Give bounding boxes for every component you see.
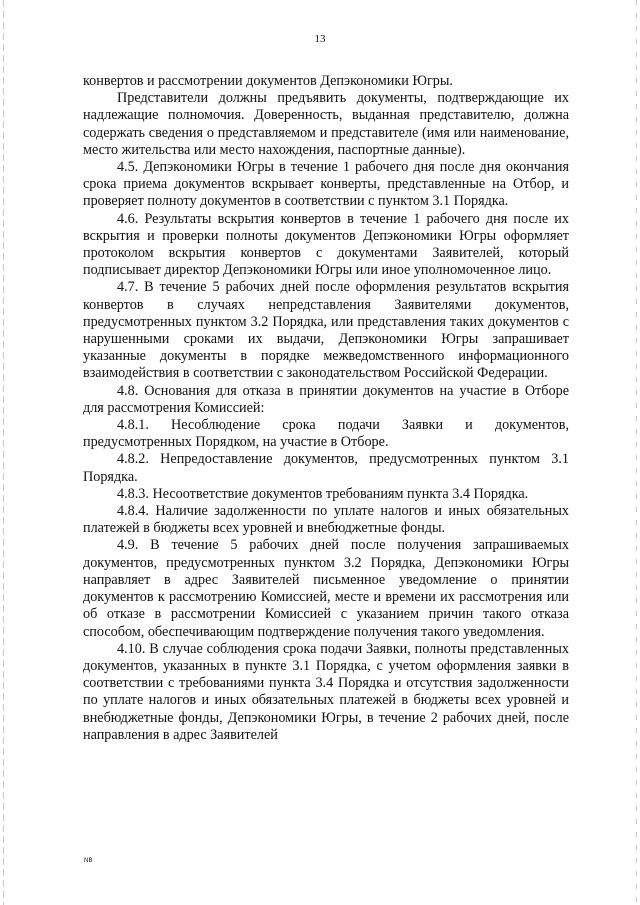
page-number: 13 [314,33,326,45]
paragraph-4-6: 4.6. Результаты вскрытия конвертов в течение 1 рабочего дня после их вскрытия и проверки полноты документов Депэкономики Югры оформляет протоколом вскрытия конвертов с документами Заявителей, который подписывает директор Депэкономики Югры или иное уполномоченное лицо. [83,210,569,279]
paragraph-4-5: 4.5. Депэкономики Югры в течение 1 рабочего дня после дня окончания срока приема документов вскрывает конверты, представленные на Отбор, и проверяет полноту документов в соответствии с пунктом 3.1 Порядка. [83,159,569,210]
paragraph-4-10: 4.10. В случае соблюдения срока подачи Заявки, полноты представленных документов, указанных в пункте 3.1 Порядка, с учетом оформления заявки в соответствии с требованиями пункта 3.4 Порядка и отсутствия задолженности по уплате налогов и иных обязательных платежей в бюджеты всех уровней и внебюджетные фонды, Депэкономики Югры, в течение 2 рабочих дней, после направления в адрес Заявителей [83,640,569,743]
paragraph-4-8-3: 4.8.3. Несоответствие документов требованиям пункта 3.4 Порядка. [117,485,529,502]
document-body [83,73,569,744]
paragraph-4-8-1: 4.8.1. Несоблюдение срока подачи Заявки и документов, предусмотренных Порядком, на участие в Отборе. [83,417,569,451]
paragraph-4-8-4: 4.8.4. Наличие задолженности по уплате налогов и иных обязательных платежей в бюджеты всех уровней и внебюджетные фонды. [83,503,569,537]
scan-edge-left [3,0,4,905]
footer-mark: NB [84,858,93,864]
paragraph-4-8-2: 4.8.2. Непредоставление документов, предусмотренных пунктом 3.1 Порядка. [83,451,569,485]
paragraph-4-8: 4.8. Основания для отказа в принятии документов на участие в Отборе для рассмотрения Комиссией: [83,382,569,416]
paragraph-continuation: конвертов и рассмотрении документов Депэкономики Югры. [83,73,453,89]
paragraph-representatives: Представители должны предъявить документы, подтверждающие их надлежащие полномочия. Доверенность, выданная представителю, должна содержать сведения о представляемом и представителе (имя или наименование, место жительства или место нахождения, паспортные данные). [83,90,569,158]
scan-edge-right [636,0,637,905]
paragraph-4-7: 4.7. В течение 5 рабочих дней после оформления результатов вскрытия конвертов в случаях непредставления Заявителями документов, предусмотренных пунктом 3.2 Порядка, или представления таких документов с нарушенными сроками их выдачи, Депэкономики Югры запрашивает указанные документы в порядке межведомственного информационного взаимодействия в соответствии с законодательством Российской Федерации. [83,279,569,382]
paragraph-4-9: 4.9. В течение 5 рабочих дней после получения запрашиваемых документов, предусмотренных пунктом 3.2 Порядка, Депэкономики Югры направляет в адрес Заявителей письменное уведомление о принятии документов к рассмотрению Комиссией, месте и времени их рассмотрения или об отказе в рассмотрении Комиссией с указанием причин такого отказа способом, обеспечивающим подтверждение получения такого уведомления. [83,537,569,640]
